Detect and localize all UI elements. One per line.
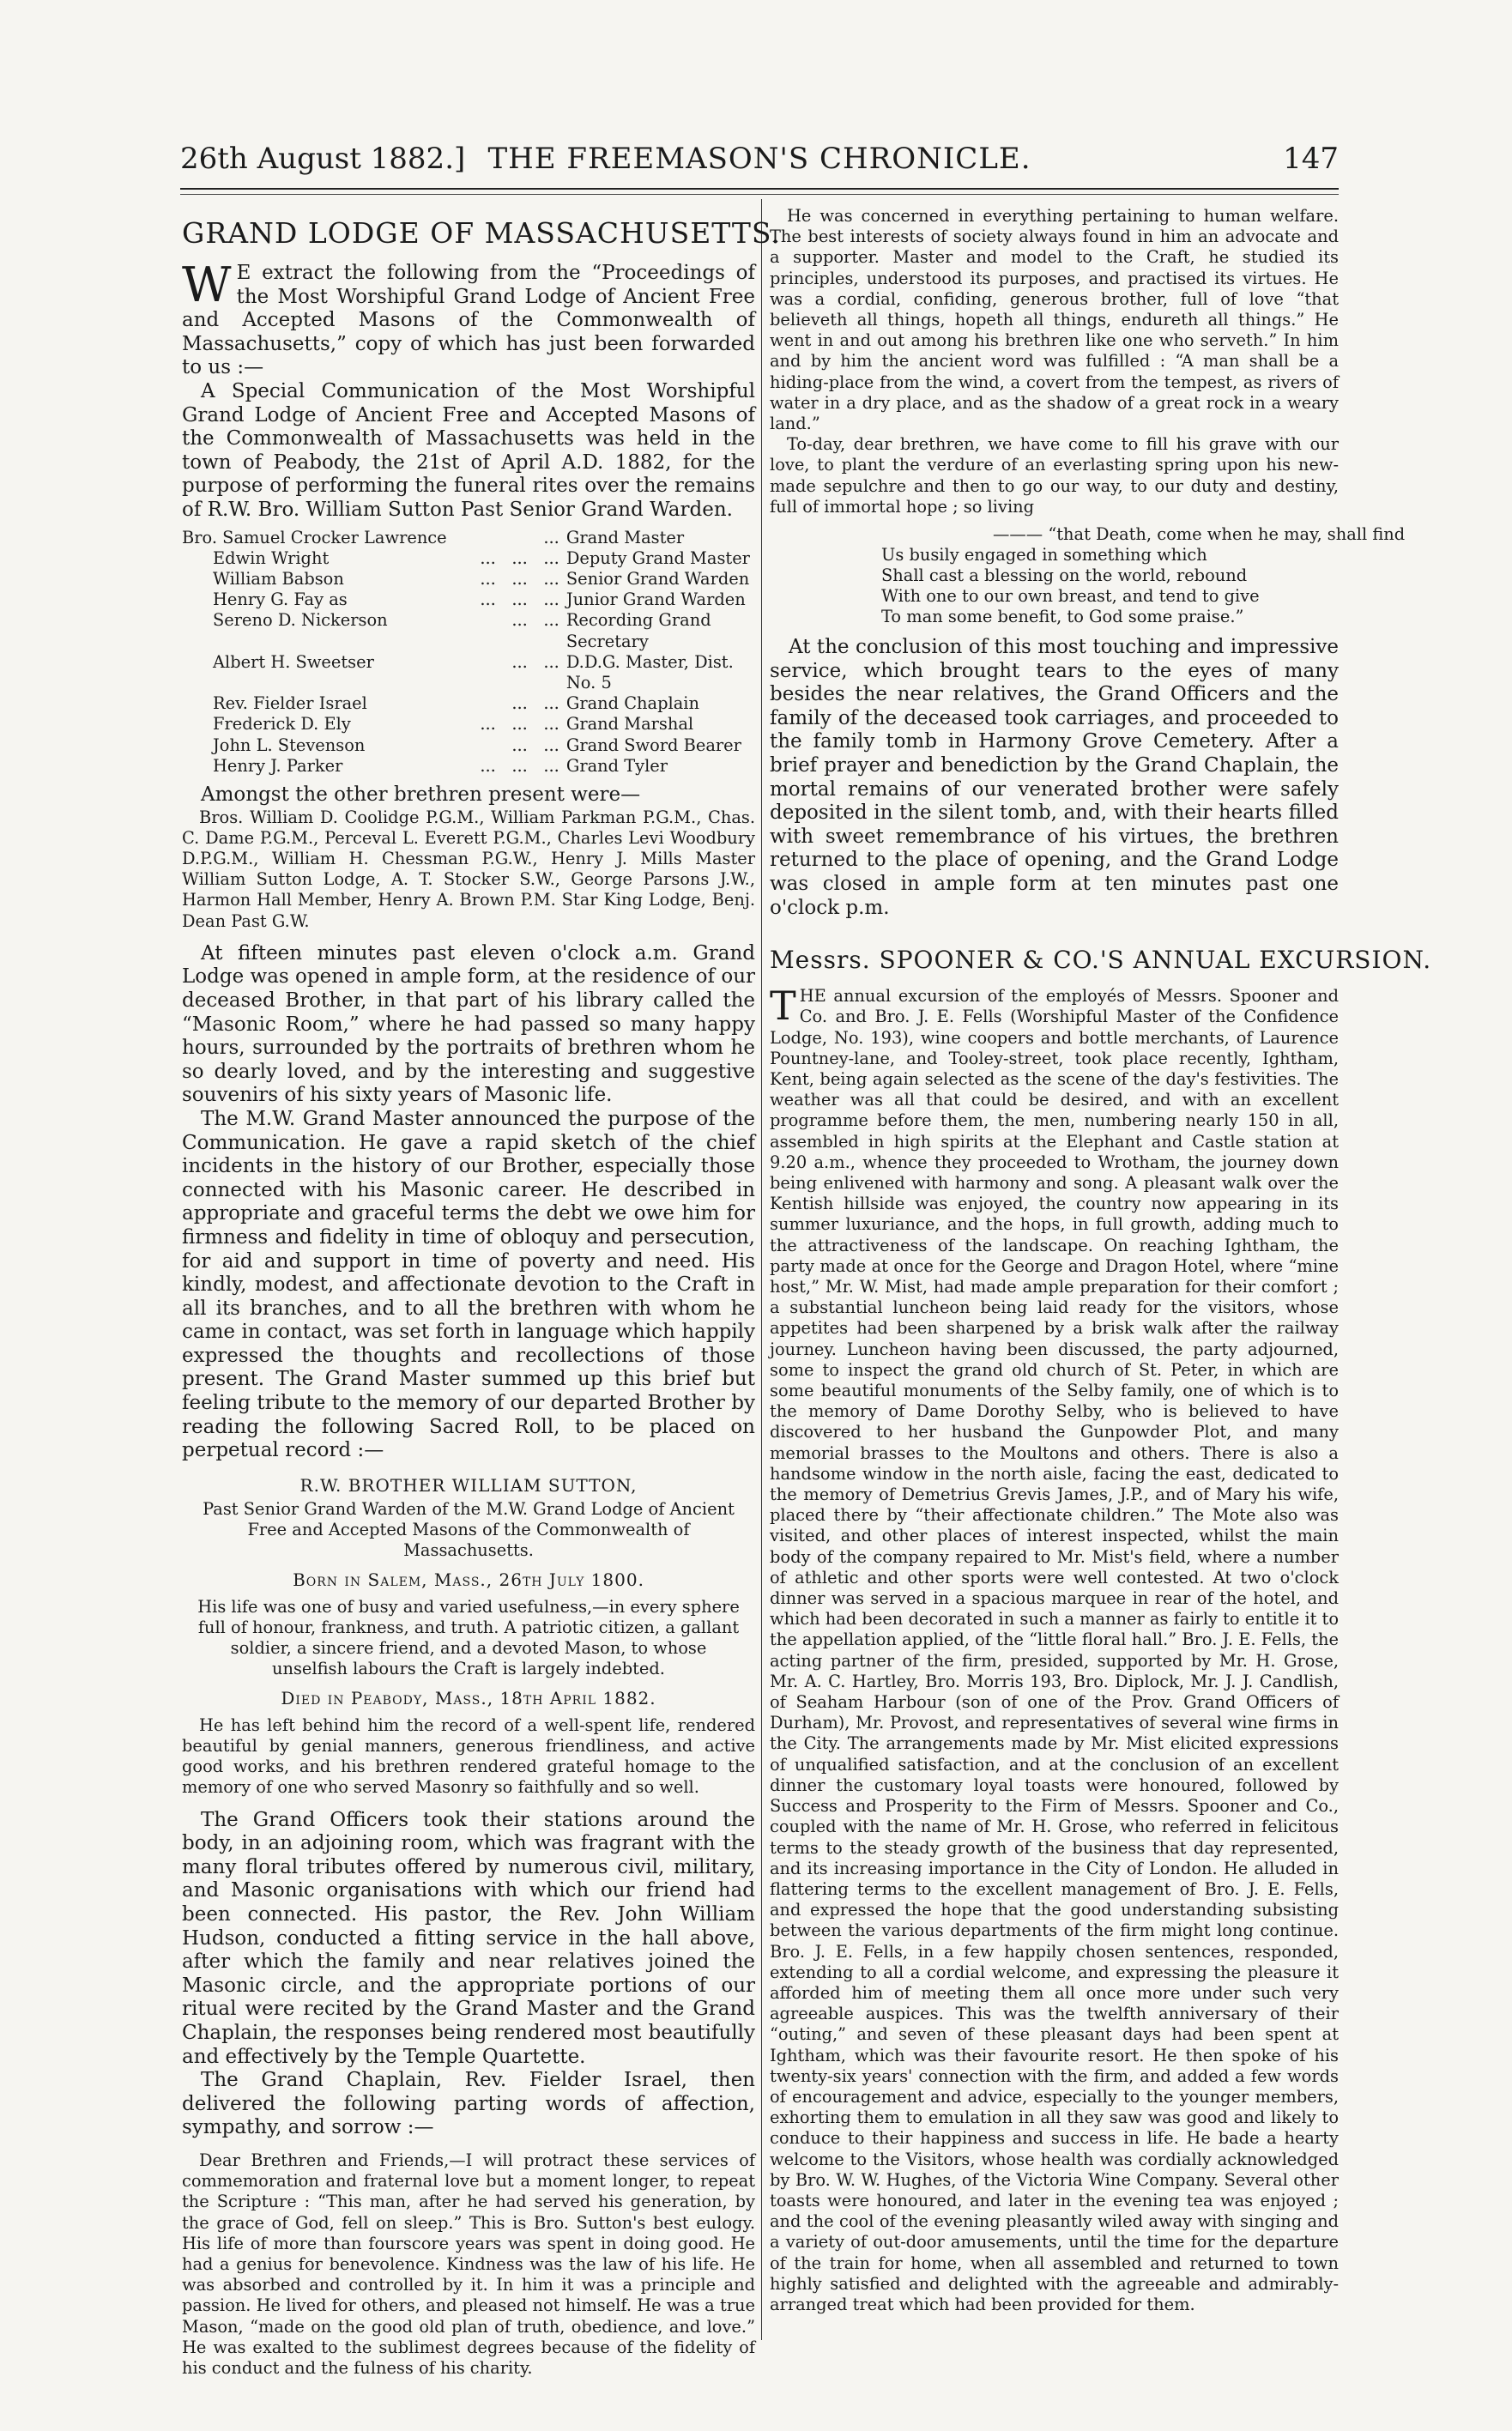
masthead-rule-thin [180,194,1339,195]
officer-row [182,590,755,610]
poem-line: Shall cast a blessing on the world, rebound [881,565,1248,586]
masthead [180,142,1339,184]
officer-row [182,693,755,714]
stations-paragraph: The Grand Officers took their stations around the body, in an adjoining room, which was fragrant with the many floral tributes offered by numerous civil, military, and Masonic organisations with which our friend had been connected. His pastor, the Rev. John William Hudson, conducted a fitting service in the hall above, after which the family and near relatives joined the Masonic circle, and the appropriate portions of our ritual were recited by the Grand Master and the Grand Chaplain, the responses being rendered most beautifully and effectively by the Temple Quartette. [182,1808,755,2068]
officer-row [182,714,755,735]
officer-title: Grand Sword Bearer [565,735,741,755]
officer-title: Grand Tyler [565,755,668,776]
officer-name: John L. Stevenson [213,735,366,755]
officers-table [182,528,755,777]
officer-row [182,756,755,777]
officer-name: Henry J. Parker [213,755,343,776]
officer-name: Sereno D. Nickerson [213,610,388,631]
masthead-rule [180,188,1339,190]
column-divider [761,199,762,2340]
intro-paragraph: W E extract the following from the “Proceedings of the Most Worshipful Grand Lodge of Ancient Free and Accepted Masons of the Commonwealth of Massachusetts,” copy of which has just been forwarded to us :— [182,257,755,379]
officer-dots: ... ... ... [480,590,559,610]
memorial-heading: R.W. BROTHER WILLIAM SUTTON, [299,1474,638,1496]
poem-quotation [881,524,1406,627]
brethren-list: Bros. William D. Coolidge P.G.M., William Parkman P.G.M., Chas. C. Dame P.G.M., Perceval L. Everett P.G.M., Charles Levi Woodbury D.P.G.M., William H. Chessman P.G.W., Henry J. Mills Master William Sutton Lodge, A. T. Stocker S.W., George Parsons J.W., Harmon Hall Member, Henry A. Brown P.M. Star King Lodge, Benj. Dean Past G.W. [182,807,755,931]
officer-row [182,528,755,548]
officer-title: Recording Grand Secretary [565,610,711,651]
officer-title: Grand Marshal [565,714,694,735]
conclusion-paragraph: At the conclusion of this most touching and impressive service, which brought tears to the eyes of many besides the near relatives, the Grand Officers and the family of the deceased took carriages, and proceeded to the family tomb in Harmony Grove Cemetery. After a brief prayer and benediction by the Grand Chaplain, the mortal remains of our venerated brother were safely deposited in the silent tomb, and, with their hearts filled with sweet remembrance of his virtues, the brethren returned to the place of opening, and the Grand Lodge was closed in ample form at ten minutes past one o'clock p.m. [770,636,1339,919]
officer-title: Deputy Grand Master [565,547,750,568]
poem-line: ——— “that Death, come when he may, shall find [993,524,1406,545]
poem-line: To man some benefit, to God some praise.” [881,607,1244,627]
address-paragraph-2: He was concerned in everything pertaining to human welfare. The best interests of society always found in him an advocate and a supporter. Master and model to the Craft, he studied its principles, understood its purposes, and practised its virtues. He was a cordial, confiding, generous brother, full of love “that believeth all things, hopeth all things, endureth all things.” He went in and out among his brethren like one who serveth.” In him and by him the ancient word was fulfilled : “A man shall be a hiding-place from the wind, a covert from the tempest, as rivers of water in a dry place, and as the shadow of a great rock in a weary land.” [770,206,1339,434]
article-heading-excursion: Messrs. SPOONER & CO.'S ANNUAL EXCURSION. [770,946,1432,975]
officer-name: Bro. Samuel Crocker Lawrence [182,527,447,547]
issue-date: 26th August 1882.] [180,142,466,176]
announcement-paragraph: The M.W. Grand Master announced the purpose of the Communication. He gave a rapid sketch of the chief incidents in the history of our Brother, especially those connected with his Masonic career. He described in appropriate and graceful terms the debt we owe him for firmness and fidelity in time of obloquy and persecution, for aid and support in time of poverty and need. His kindly, modest, and affectionate devotion to the Craft in all its branches, and to all the brethren with whom he came in contact, was set forth in language which happily expressed the thoughts and recollections of those present. The Grand Master summed up this brief but feeling tribute to the memory of our departed Brother by reading the following Sacred Roll, to be placed on perpetual record :— [182,1107,755,1462]
officer-dots: ... ... [511,651,559,672]
officer-dots: ... ... ... [480,568,559,589]
officer-row [182,652,755,693]
address-paragraph-1: Dear Brethren and Friends,—I will protract these services of commemoration and fraternal love but a moment longer, to repeat the Scripture : “This man, after he had served his generation, by the grace of God, fell on sleep.” This is Bro. Sutton's best eulogy. His life of more than fourscore years was spent in doing good. He had a genius for benevolence. Kindness was the law of his life. He was absorbed and controlled by it. In him it was a principle and passion. He lived for others, and pleased not himself. He was a true Mason, “made on the good old plan of truth, obedience, and love.” He was exalted to the sublimest degrees because of the fidelity of his conduct and the fulness of his charity. [182,2150,755,2378]
brethren-intro: Amongst the other brethren present were— [201,783,641,806]
died-line: Died in Peabody, Mass., 18th April 1882. [281,1687,656,1708]
officer-dots: ... ... ... [480,547,559,568]
publication-title: THE FREEMASON'S CHRONICLE. [487,142,1031,176]
excursion-paragraph: THE annual excursion of the employés of Messrs. Spooner and Co. and Bro. J. E. Fells (Worshipful Master of the Confidence Lodge, No. 193), wine coopers and bottle merchants, of Laurence Pountney-lane, and Tooley-street, took place recently, Ightham, Kent, being again selected as the scene of the day's festivities. The weather was all that could be desired, and with an excellent programme before them, the men, numbering nearly 150 in all, assembled in high spirits at the Elephant and Castle station at 9.20 a.m., whence they proceeded to Wrotham, the journey down being enlivened with harmony and song. A pleasant walk over the Kentish hillside was enjoyed, the country now appearing in its summer luxuriance, and the hops, in full growth, adding much to the attractiveness of the landscape. On reaching Ightham, the party made at once for the George and Dragon Hotel, where “mine host,” Mr. W. Mist, had made ample preparation for their comfort ; a substantial luncheon being laid ready for the visitors, whose appetites had been sharpened by a brisk walk after the railway journey. Luncheon having been discussed, the party adjourned, some to inspect the grand old church of St. Peter, in which are some beautiful monuments of the Selby family, one of which is to the memory of Dame Dorothy Selby, who is believed to have discovered to her husband the Gunpowder Plot, and many memorial brasses to the Moultons and others. There is also a handsome window in the north aisle, facing the east, dedicated to the memory of Demetrius Grevis James, J.P., and of Mary his wife, placed there by “their affectionate children.” The Mote also was visited, and other places of interest inspected, whilst the main body of the company repaired to Mr. Mist's field, where a number of athletic and other sports were well contested. At two o'clock dinner was served in a spacious marquee in rear of the hotel, and which had been decorated in such a manner as fairly to entitle it to the appellation applied, of the “little floral hall.” Bro. J. E. Fells, the acting partner of the firm, presided, supported by Mr. H. Grose, Mr. A. C. Hartley, Bro. Morris 193, Bro. Diplock, Mr. J. J. Candlish, of Seaham Harbour (son of one of the Prov. Grand Officers of Durham), Mr. Provost, and representatives of several wine firms in the City. The arrangements made by Mr. Mist elicited expressions of unqualified satisfaction, and at the conclusion of an excellent dinner the customary loyal toasts were honoured, followed by Success and Prosperity to the Firm of Messrs. Spooner and Co., coupled with the name of Mr. H. Grose, who referred in felicitous terms to the steady growth of the business that day represented, and its increasing importance in the City of London. He alluded in flattering terms to the excellent management of Bro. J. E. Fells, and expressed the hope that the good understanding subsisting between the various departments of the firm might long continue. Bro. J. E. Fells, in a few happily chosen sentences, responded, extending to all a cordial welcome, and expressing the pleasure it afforded him of meeting them all once more under such very agreeable auspices. This was the twelfth anniversary of their “outing,” and seven of these pleasant days had been spent at Ightham, which was their favourite resort. He then spoke of his twenty-six years' connection with the firm, and added a few words of encouragement and advice, especially to the younger members, exhorting them to emulation in all they saw was good and likely to conduce to their happiness and success in life. He bade a hearty welcome to the Visitors, whose health was cordially acknowledged by Bro. W. W. Hughes, of the Victoria Wine Company. Several other toasts were honoured, and later in the evening tea was enjoyed ; and the cool of the evening pleasantly wiled away with singing and a variety of out-door amusements, until the time for the departure of the train for home, when all assembled and returned to town highly satisfied and delighted with the agreeable and admirably-arranged treat which had been provided for them. [770,983,1339,2314]
officer-title: D.D.G. Master, Dist. No. 5 [565,651,734,692]
born-text: His life was one of busy and varied usefulness,—in every sphere full of honour, frankness, and truth. A patriotic citizen, a gallant soldier, a sincere friend, and a devoted Mason, to whose unselfish labours the Craft is largely indebted. [197,1596,740,1678]
memorial-subheading: Past Senior Grand Warden of the M.W. Grand Lodge of Ancient Free and Accepted Masons of the Commonwealth of Massachusetts. [203,1498,735,1560]
officer-dots: ... ... ... [480,755,559,776]
poem-line: Us busily engaged in something which [881,545,1207,565]
officer-name: Frederick D. Ely [213,714,351,735]
article-heading-grand-lodge: GRAND LODGE OF MASSACHUSETTS. [182,216,781,250]
officer-name: Rev. Fielder Israel [213,693,367,714]
page-number: 147 [1283,142,1339,176]
officer-row [182,548,755,569]
poem-line: With one to our own breast, and tend to give [881,586,1260,607]
officer-title: Junior Grand Warden [565,590,746,610]
right-column [770,206,1432,2315]
officer-name: Henry G. Fay as [213,590,348,610]
officer-dots: ... ... [511,693,559,714]
officer-title: Grand Chaplain [565,693,699,714]
officer-row [182,569,755,590]
officer-title: Senior Grand Warden [565,568,750,589]
officer-name: William Babson [213,568,344,589]
opening-paragraph: At fifteen minutes past eleven o'clock a.m. Grand Lodge was opened in ample form, at the residence of our deceased Brother, in that part of his library called the “Masonic Room,” where he had passed so many happy hours, surrounded by the portraits of brethren whom he so dearly loved, and by the interesting and suggestive souvenirs of his sixty years of Masonic life. [182,941,755,1107]
left-column [182,206,781,2379]
officer-row [182,610,755,651]
born-line: Born in Salem, Mass., 26th July 1800. [293,1569,644,1590]
officer-dots: ... ... [511,610,559,631]
officer-name: Edwin Wright [213,547,330,568]
officer-title: Grand Master [565,527,685,547]
officer-dots: ... ... [511,735,559,755]
drop-cap: W [182,257,232,313]
officer-row [182,735,755,756]
officer-dots: ... [543,527,559,547]
officer-name: Albert H. Sweetser [213,651,374,672]
officer-dots: ... ... ... [480,714,559,735]
address-paragraph-3: To-day, dear brethren, we have come to fill his grave with our love, to plant the verdure of an everlasting spring upon his new-made sepulchre and then to go our way, to our duty and destiny, full of immortal hope ; so living [770,434,1339,517]
died-text: He has left behind him the record of a well-spent life, rendered beautiful by genial manners, generous friendliness, and active good works, and his brethren rendered grateful homage to the memory of one who served Masonry so faithfully and so well. [182,1714,755,1798]
chaplain-paragraph: The Grand Chaplain, Rev. Fielder Israel, then delivered the following parting words of affection, sympathy, and sorrow :— [182,2069,755,2139]
drop-cap: T [770,983,796,1030]
special-communication-paragraph: A Special Communication of the Most Worshipful Grand Lodge of Ancient Free and Accepted Masons of the Commonwealth of Massachusetts was held in the town of Peabody, the 21st of April A.D. 1882, for the purpose of performing the funeral rites over the remains of R.W. Bro. William Sutton Past Senior Grand Warden. [182,379,755,521]
